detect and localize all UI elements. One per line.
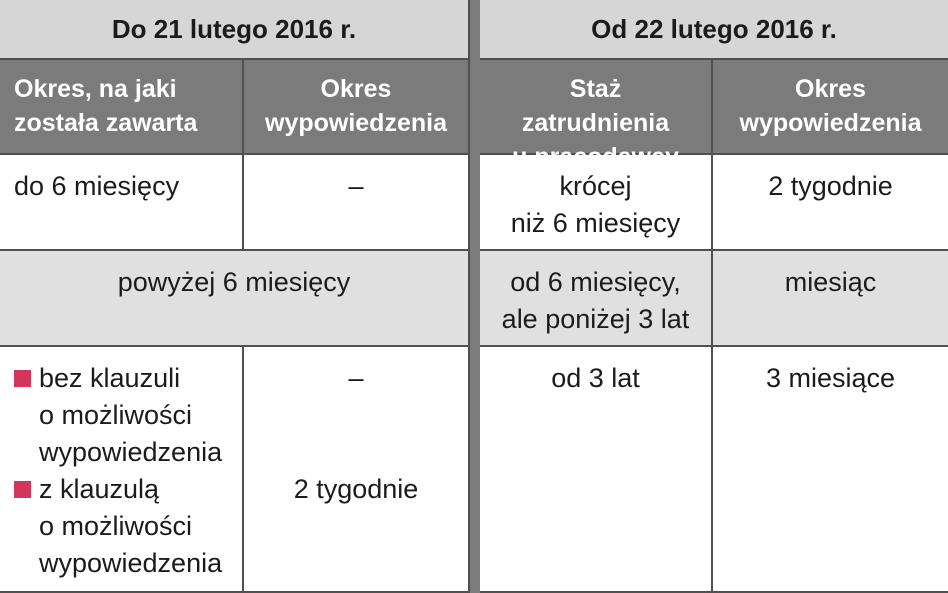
header-after-date <box>480 0 948 60</box>
row2-contract-period <box>0 251 470 347</box>
cell-text: do 6 miesięcy <box>14 171 180 201</box>
cell-text: krócej <box>559 171 632 201</box>
cell-text: ale poniżej 3 lat <box>501 304 690 334</box>
cell-text: powyżej 6 miesięcy <box>117 267 351 297</box>
row3-notice-new <box>713 347 948 593</box>
row3-contract-period <box>0 347 244 593</box>
bullet-square-icon <box>14 481 31 498</box>
bullet-item <box>14 471 238 582</box>
bullet-square-icon <box>14 370 31 387</box>
col-header-line: wypowiedzenia <box>265 109 447 137</box>
row2-seniority <box>480 251 713 347</box>
cell-text: 2 tygodnie <box>293 474 419 504</box>
col-header-line: Okres <box>795 75 866 103</box>
col-header-seniority <box>480 60 713 155</box>
bullet-item <box>14 360 238 471</box>
col-header-line: Okres <box>320 75 392 103</box>
col-header-notice-period-old <box>244 60 470 155</box>
col-header-notice-period-new <box>713 60 948 155</box>
row1-contract-period <box>0 155 244 251</box>
cell-text: miesiąc <box>784 267 877 297</box>
period-divider <box>470 0 480 593</box>
header-before-date <box>0 0 470 60</box>
row1-notice-old <box>244 155 470 251</box>
cell-text: wypowiedzenia <box>39 437 223 467</box>
header-before-date-text: Do 21 lutego 2016 r. <box>111 13 357 44</box>
row3-notice-old <box>244 347 470 593</box>
col-header-line: została zawarta <box>14 109 198 137</box>
col-header-line: Staż zatrudnienia <box>521 75 670 137</box>
row2-notice-new <box>713 251 948 347</box>
header-after-date-text: Od 22 lutego 2016 r. <box>591 13 837 44</box>
col-header-line: wypowiedzenia <box>739 109 922 137</box>
cell-text: wypowiedzenia <box>39 548 223 578</box>
cell-text: o możliwości <box>39 511 193 541</box>
cell-text: z klauzulą <box>39 474 160 504</box>
cell-text: od 3 lat <box>551 363 640 393</box>
cell-text: bez klauzuli <box>39 363 181 393</box>
row3-seniority <box>480 347 713 593</box>
cell-text: – <box>348 363 364 393</box>
cell-text: 2 tygodnie <box>768 171 893 201</box>
cell-text: 3 miesiące <box>765 363 896 393</box>
cell-text: niż 6 miesięcy <box>510 208 681 238</box>
row1-notice-new <box>713 155 948 251</box>
col-header-contract-period <box>0 60 244 155</box>
cell-text: – <box>348 171 364 201</box>
col-header-line: Okres, na jaki <box>14 75 177 103</box>
cell-text: o możliwości <box>39 400 193 430</box>
cell-text: od 6 miesięcy, <box>510 267 681 297</box>
row1-seniority <box>480 155 713 251</box>
